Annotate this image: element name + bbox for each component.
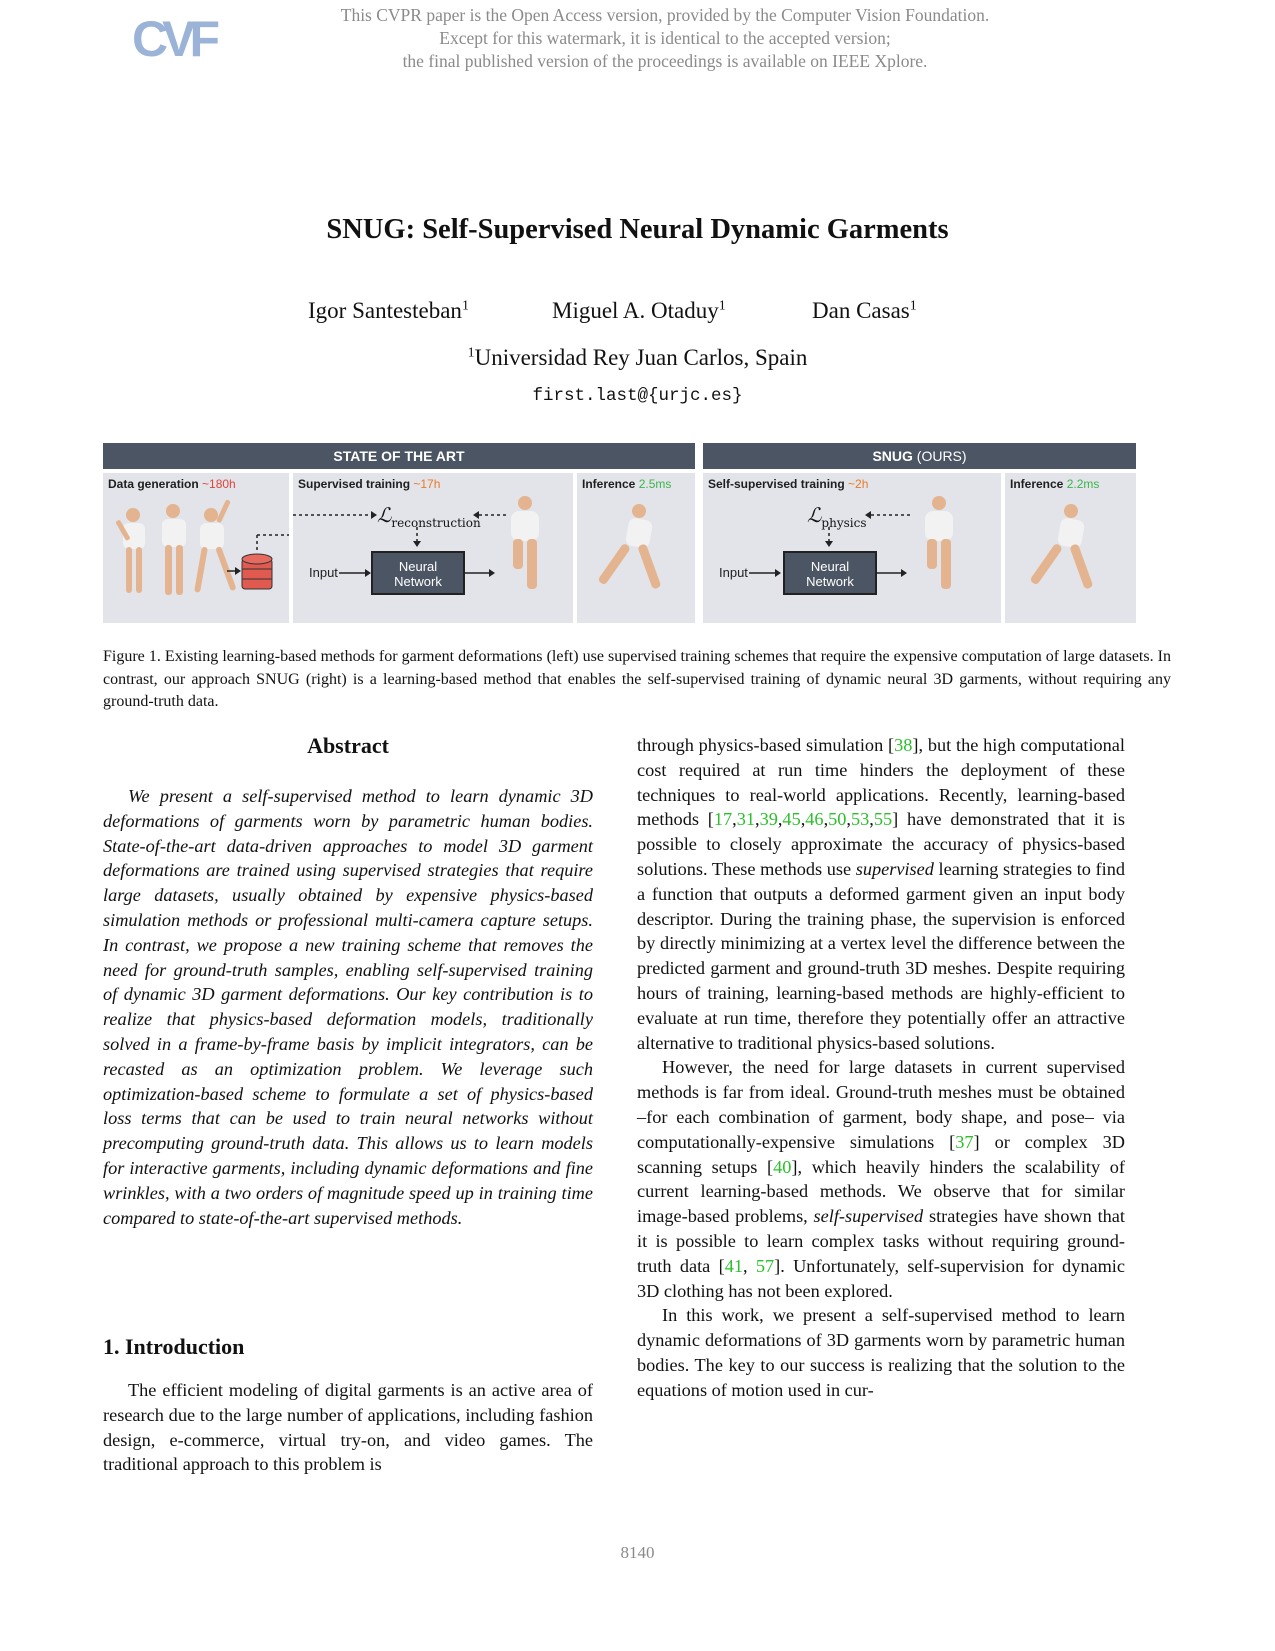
author-email: first.last@{urjc.es} [532, 386, 743, 406]
citation-link[interactable]: 53 [851, 809, 870, 830]
author-3 [812, 298, 917, 324]
emphasis: self-supervised [813, 1206, 924, 1227]
snug-header-main: SNUG [872, 448, 913, 464]
author-affiliation-mark: 1 [718, 298, 726, 314]
affiliation [0, 345, 1275, 371]
text-run: through physics-based simulation [ [637, 735, 895, 755]
citation-link[interactable]: 38 [894, 735, 913, 755]
network-line-1: Neural [810, 559, 850, 574]
text-run: However, the need for large datasets in current supervised methods is far from ideal. Ground-truth meshes must be obtained –for each combination of garment, body shape, and pose– via computationally-expensive simulations [ [637, 1057, 1125, 1152]
network-line-1: Neural [398, 559, 438, 574]
running-avatar-right [1005, 493, 1136, 623]
panel-inference-right [1005, 473, 1136, 623]
author-affiliation-mark: 1 [461, 298, 469, 314]
loss-subscript: reconstruction [391, 516, 481, 530]
panel-label: Data generation [108, 477, 199, 491]
citation-link[interactable]: 50 [828, 809, 847, 830]
author-affiliation-mark: 1 [909, 298, 917, 314]
snug-header-paren: (OURS) [916, 448, 967, 464]
physics-loss [807, 503, 866, 530]
panel-title [708, 477, 868, 491]
citation-link[interactable]: 37 [955, 1131, 974, 1152]
emphasis: supervised [855, 858, 934, 879]
abstract-heading: Abstract [307, 733, 389, 758]
text-run: ], which heavily hinders the scalability of current learning-based methods. We observe that for similar image-based problems, [637, 1156, 1126, 1227]
right-paragraph-2: However, the need for large datasets in current supervised methods is far from ideal. Ground-truth meshes must be obtained –for each combination of garment, body shape, and pose– via computationally-expensive simulations [37] or complex 3D scanning setups [40], which heavily hinders the scalability of current learning-based methods. We observe that for similar image-based problems, self-supervised strategies have shown that it is possible to learn complex tasks without requiring ground-truth data [41, 57]. Unfortunately, self-supervision for dynamic 3D clothing has not been explored. [637, 1057, 1126, 1301]
figure-avatar-output [511, 496, 539, 589]
panel-cost: ~180h [202, 477, 236, 491]
figure-avatar-2 [162, 504, 186, 595]
affiliation-text: Universidad Rey Juan Carlos, Spain [474, 345, 808, 370]
citation-link[interactable]: 55 [873, 809, 893, 830]
right-column [637, 733, 1125, 1403]
figure-caption: Figure 1. Existing learning-based methods for garment deformations (left) use supervised training schemes that require the expensive computation of large datasets. In contrast, our approach SNUG (right) is a learning-based method that enables the self-supervised training of dynamic neural 3D garments, without requiring any ground-truth data. [103, 648, 1171, 710]
figure-avatar-1 [115, 508, 145, 593]
neural-network-box [783, 551, 877, 595]
introduction-heading: 1. Introduction [103, 1334, 245, 1359]
text-run: ], but the high computational cost required at run time hinders the deployment of these techniques to real-world applications. Recently, learning-based methods [ [637, 735, 1125, 830]
text-run: ] have demonstrated that it is possible to closely approximate the accuracy of physics-based solutions. These methods use [637, 809, 1125, 879]
panel-cost: ~17h [413, 477, 441, 491]
panel-label: Inference [582, 477, 636, 491]
affiliation-mark: 1 [467, 345, 475, 361]
author-name: Dan Casas [812, 298, 910, 323]
right-paragraph-3: In this work, we present a self-supervised method to learn dynamic deformations of 3D garments worn by parametric human bodies. The key to our success is realizing that the solution to the equations of motion used in cur- [637, 1305, 1125, 1400]
panel-title [582, 477, 671, 491]
cvf-logo-text: CVF [132, 11, 214, 67]
intro-paragraph-1: The efficient modeling of digital garments is an active area of research due to the large number of applications, including fashion design, e-commerce, virtual try-on, and video games. The traditional approach to this problem is [103, 1380, 593, 1475]
snug-header [703, 443, 1136, 469]
citation-link[interactable]: 17 [713, 809, 733, 830]
panel-cost: ~2h [848, 477, 869, 491]
panel-title [298, 477, 440, 491]
running-avatar-left [577, 493, 695, 623]
state-of-the-art-header: STATE OF THE ART [103, 443, 695, 469]
panel-label: Self-supervised training [708, 477, 845, 491]
text-run: ] or complex 3D scanning setups [ [637, 1131, 1125, 1177]
right-paragraph-1: through physics-based simulation [38], but the high computational cost required at run time hinders the deployment of these techniques to real-world applications. Recently, learning-based methods [17,31,39,45,46,50,53,55] have demonstrated that it is possible to closely approximate the accuracy of physics-based solutions. These methods use supervised learning strategies to find a function that outputs a deformed garment given an input body descriptor. During the training phase, the supervision is enforced by directly minimizing at a vertex level the difference between the predicted garment and ground-truth 3D meshes. Despite requiring hours of training, learning-based methods are highly-efficient to evaluate at run time, therefore they potentially offer an attractive alternative to traditional physics-based solutions. [637, 735, 1125, 1053]
abstract-body [103, 784, 593, 1230]
panel-self-supervised-training [703, 473, 1001, 623]
page-number: 8140 [620, 1543, 655, 1562]
citation-link[interactable]: 41 [724, 1255, 743, 1276]
text-run: ]. Unfortunately, self-supervision for dynamic 3D clothing has not been explored. [637, 1255, 1125, 1301]
loss-symbol: ℒ [807, 503, 822, 527]
watermark-line-3: the final published version of the proceedings is available on IEEE Xplore. [402, 51, 928, 71]
citation-link[interactable]: 45 [782, 809, 801, 830]
loss-symbol: ℒ [377, 503, 392, 527]
network-line-2: Network [806, 574, 854, 589]
watermark-line-2: Except for this watermark, it is identical to the accepted version; [439, 28, 891, 48]
reconstruction-loss [377, 503, 481, 530]
loss-subscript: physics [821, 516, 867, 530]
network-line-2: Network [394, 574, 442, 589]
figure-1 [103, 443, 1136, 623]
panel-title [1010, 477, 1099, 491]
figure-avatar-output [925, 496, 953, 589]
watermark-line-1: This CVPR paper is the Open Access version, provided by the Computer Vision Foundation. [340, 5, 990, 25]
cvf-logo [132, 10, 224, 72]
author-2 [552, 298, 726, 324]
author-name: Igor Santesteban [308, 298, 462, 323]
panel-inference-left [577, 473, 695, 623]
panel-data-generation [103, 473, 289, 623]
text-run: learning strategies to find a function that outputs a deformed garment given an input body descriptor. During the training phase, the supervision is enforced by directly minimizing at a vertex level the difference between the predicted garment and ground-truth 3D meshes. Despite requiring hours of training, learning-based methods are highly-efficient to evaluate at run time, therefore they potentially offer an attractive alternative to traditional physics-based solutions. [637, 858, 1125, 1053]
paper-title: SNUG: Self-Supervised Neural Dynamic Garments [326, 214, 949, 245]
citation-link[interactable]: 40 [773, 1156, 792, 1177]
panel-label: Inference [1010, 477, 1064, 491]
panel-cost: 2.5ms [638, 477, 672, 491]
text-run: strategies have shown that it is possible to learn complex tasks without requiring ground-truth data [ [637, 1206, 1125, 1276]
data-generation-illustration [103, 493, 289, 623]
introduction-body [103, 1378, 593, 1477]
author-name: Miguel A. Otaduy [552, 298, 719, 323]
panel-label: Supervised training [298, 477, 411, 491]
citation-link[interactable]: 46 [805, 809, 824, 830]
database-icon [242, 554, 272, 589]
input-label: Input [309, 565, 338, 580]
figure-avatar-3 [194, 499, 236, 593]
author-1 [308, 298, 469, 324]
abstract-paragraph: We present a self-supervised method to learn dynamic 3D deformations of garments worn by parametric human bodies. State-of-the-art data-driven approaches to model 3D garment deformations are trained using supervised strategies that require large datasets, usually obtained by expensive physics-based simulation methods or professional multi-camera capture setups. In contrast, we propose a new training scheme that removes the need for ground-truth samples, enabling self-supervised training of dynamic 3D garment deformations. Our key contribution is to realize that physics-based deformation models, traditionally solved in a frame-by-frame basis by implicit integrators, can be recasted as an optimization problem. We leverage such optimization-based scheme to formulate a set of physics-based loss terms that can be used to train neural networks without precomputing ground-truth data. This allows us to learn models for interactive garments, including dynamic deformations and fine wrinkles, with a two orders of magnitude speed up in training time compared to state-of-the-art supervised methods. [103, 786, 593, 1228]
neural-network-box [371, 551, 465, 595]
citation-link[interactable]: 39 [759, 809, 778, 830]
citation-link[interactable]: 57 [755, 1255, 775, 1276]
citation-link[interactable]: 31 [736, 809, 755, 830]
panel-cost: 2.2ms [1066, 477, 1100, 491]
input-label: Input [719, 565, 748, 580]
panel-supervised-training [293, 473, 573, 623]
panel-title [108, 477, 236, 491]
